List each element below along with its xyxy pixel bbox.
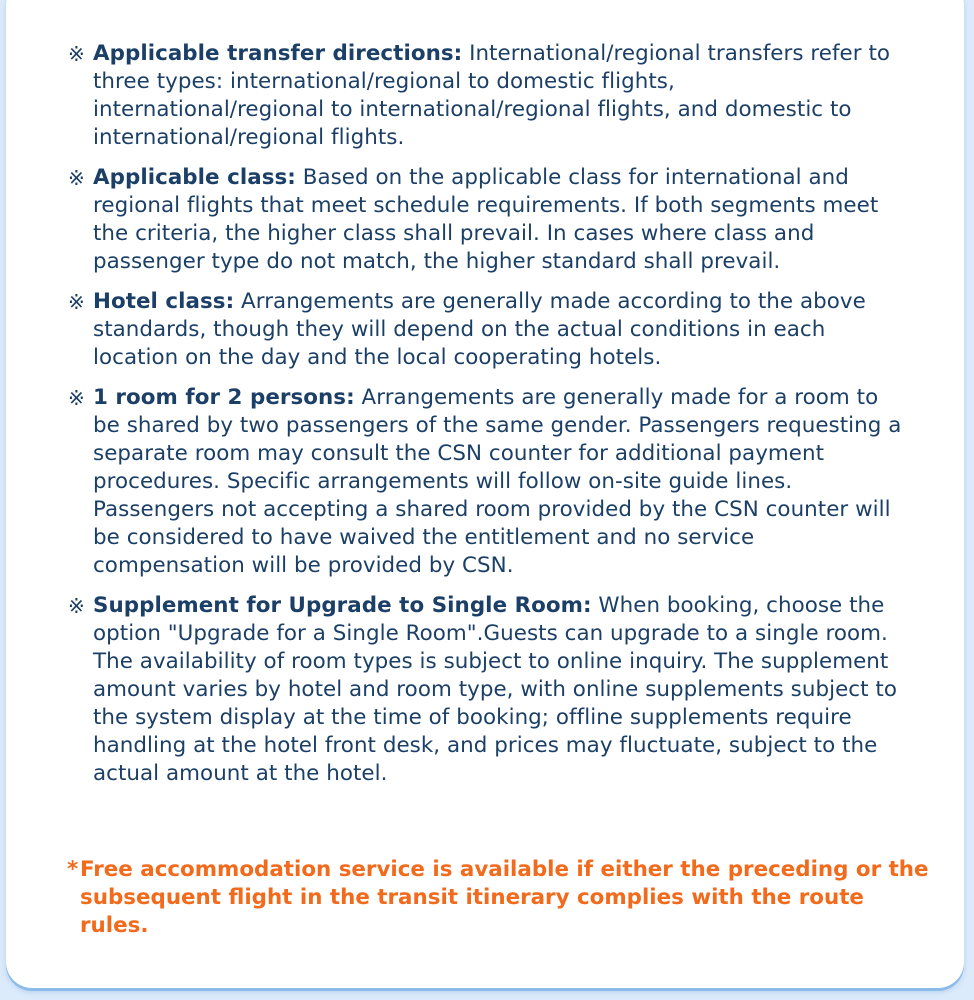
note-applicable-class [68,164,908,276]
notes-list [68,40,908,800]
note-text: International/regional transfers refer to three types: international/regional to domestic flights, international/regional to international/regional flights, and domestic to international/regional flights. [93,41,891,150]
note-label: Applicable class: [93,165,296,190]
footnote-text: Free accommodation service is available if either the preceding or the subsequent flight in the transit itinerary complies with the route rules. [80,857,929,938]
note-transfer-directions [68,40,908,152]
note-text: When booking, choose the option "Upgrade for a Single Room".Guests can upgrade to a single room. The availability of room types is subject to online inquiry. The supplement amount varies by hotel and room type, with online supplements subject to the system display at the time of booking; offline supplements require handling at the hotel front desk, and prices may fluctuate, subject to the actual amount at the hotel. [93,593,897,786]
note-hotel-class [68,288,908,372]
note-label: Hotel class: [93,289,235,314]
reference-mark: ※ [68,594,85,618]
note-text: Arrangements are generally made for a room to be shared by two passengers of the same gender. Passengers requesting a separate room may consult the CSN counter for additional payment procedures. Specific arrangements will follow on-site guide lines. Passengers not accepting a shared room provided by the CSN counter will be considered to have waived the entitlement and no service compensation will be provided by CSN. [93,385,902,578]
note-label: Supplement for Upgrade to Single Room: [93,593,592,618]
note-room-sharing [68,384,908,580]
note-text: Arrangements are generally made according to the above standards, though they will depend on the actual conditions in each location on the day and the local cooperating hotels. [93,289,866,370]
note-single-room-upgrade [68,592,908,788]
note-label: Applicable transfer directions: [93,41,463,66]
asterisk-mark: * [67,857,79,882]
reference-mark: ※ [68,386,85,410]
reference-mark: ※ [68,42,85,66]
reference-mark: ※ [68,290,85,314]
reference-mark: ※ [68,166,85,190]
note-label: 1 room for 2 persons: [93,385,355,410]
free-accommodation-footnote [67,856,930,940]
note-text: Based on the applicable class for international and regional flights that meet schedule requirements. If both segments meet the criteria, the higher class shall prevail. In cases where class and passenger type do not match, the higher standard shall prevail. [93,165,879,274]
